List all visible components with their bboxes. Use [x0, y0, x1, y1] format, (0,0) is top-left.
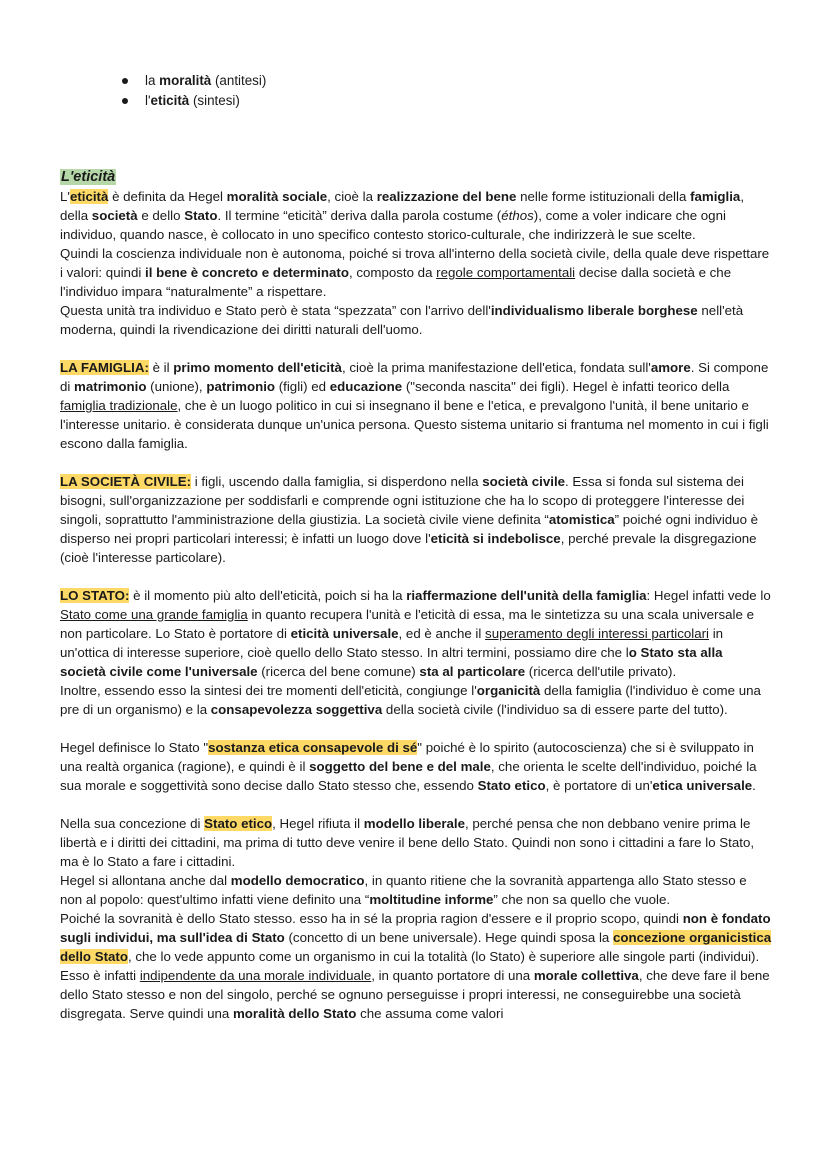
document-body — [60, 167, 772, 1023]
text-run: : Hegel infatti vede lo — [646, 588, 771, 603]
text-run: (unione), — [146, 379, 207, 394]
text-run: , che deve fare il bene dello Stato stesso e non del singolo, perché se ognuno perseguisse i propri interessi, ne conseguirebbe una società disgregata. Serve quindi una — [60, 968, 770, 1021]
text-run: (ricerca del bene comune) — [257, 664, 420, 679]
bold-text: matrimonio — [74, 379, 147, 394]
highlighted-text: sostanza etica consapevole di sé — [208, 740, 418, 755]
text-run: in un'ottica di interesse superiore, cioè quello dello Stato stesso. In altri termini, possiamo dire che l — [60, 626, 724, 660]
paragraph — [60, 187, 772, 244]
text-run: ), come a voler indicare che ogni individuo, quando nasce, è collocato in uno specifico contesto storico-culturale, che indirizzerà le sue scelte. — [60, 208, 726, 242]
bold-text: famiglia — [690, 189, 741, 204]
bullet-item — [122, 71, 266, 91]
text-run: nelle forme istituzionali della — [516, 189, 691, 204]
text-run: , che è un luogo politico in cui si insegnano il bene e l'etica, e prevalgono l'unità, il bene unitario e l'interesse unitario. è considerata dunque un'unica persona. Questo sistema unitario si frantuma nel momento in cui i figli escono dalla famiglia. — [60, 398, 769, 451]
paragraph — [60, 738, 772, 795]
text-run: , in quanto ritiene che la sovranità appartenga allo Stato stesso e non al popolo: quest'ultimo infatti viene definito una “ — [60, 873, 747, 907]
bold-text: consapevolezza soggettiva — [210, 702, 383, 717]
text-run: , ed è anche il — [398, 626, 486, 641]
text-run: (ricerca dell'utile privato). — [525, 664, 677, 679]
text-run: . Il termine “eticità” deriva dalla parola costume ( — [217, 208, 502, 223]
bold-text: eticità universale — [290, 626, 399, 641]
text-run: Quindi la coscienza individuale non è autonoma, poiché si trova all'interno della società civile, della quale deve rispettare i valori: quindi — [60, 246, 770, 280]
paragraph-spacer — [60, 719, 772, 738]
highlighted-text: LA SOCIETÀ CIVILE: — [60, 474, 192, 489]
bold-text: etica universale — [652, 778, 753, 793]
text-run: superamento degli interessi particolari — [485, 626, 709, 641]
text-run: , che orienta le scelte dell'individuo, poiché la sua morale e soggettività sono decise dallo Stato stesso che, essendo — [60, 759, 757, 793]
paragraph — [60, 301, 772, 339]
bold-text: società civile — [482, 474, 566, 489]
paragraph-spacer — [60, 339, 772, 358]
bold-text: atomistica — [548, 512, 615, 527]
section-title-wrap — [60, 167, 772, 187]
paragraph-spacer — [60, 795, 772, 814]
bold-text: il bene è concreto e determinato — [145, 265, 349, 280]
bullet-list — [122, 71, 266, 111]
text-run: , della — [60, 189, 745, 223]
bold-text: riaffermazione dell'unità della famiglia — [406, 588, 647, 603]
text-run: . Essa si fonda sul sistema dei bisogni, sull'organizzazione per soddisfarli e comprende ogni istituzione che ha lo scopo di proteggere l'interesse dei singoli, soprattutto l'amministrazione della giustizia. La società civile viene definita “ — [60, 474, 745, 527]
bullet-text: la moralità (antitesi) — [145, 73, 267, 88]
text-run: è il — [148, 360, 174, 375]
highlighted-text: Stato etico — [204, 816, 273, 831]
text-run: nell'età moderna, quindi la rivendicazione dei diritti naturali dell'uomo. — [60, 303, 744, 337]
bold-text: moralità dello Stato — [232, 1006, 357, 1021]
text-run: Hegel si allontana anche dal — [60, 873, 231, 888]
text-run: ("seconda nascita" dei figli). Hegel è infatti teorico della — [402, 379, 730, 394]
bold-text: modello liberale — [363, 816, 465, 831]
paragraph — [60, 472, 772, 567]
bold-text: primo momento dell'eticità — [173, 360, 342, 375]
text-run: decise dalla società e che l'individuo impara “naturalmente” a rispettare. — [60, 265, 732, 299]
section-title: L'eticità — [61, 169, 116, 185]
bold-text: realizzazione del bene — [376, 189, 517, 204]
bullet-dot-icon — [122, 78, 128, 84]
text-run: , perché pensa che non debbano venire prima le libertà e i diritti dei cittadini, ma prima di tutto deve venire il bene dello Stato. Quindi non sono i cittadini a fare lo Stato, ma è lo Stato a fare i cittadini. — [60, 816, 755, 869]
text-run: della società civile (l'individuo sa di essere parte del tutto). — [382, 702, 728, 717]
text-run: , composto da — [348, 265, 437, 280]
text-run: in quanto recupera l'unità e l'eticità di essa, ma le sintetizza su una scala universale e non particolare. Lo Stato è portatore di — [60, 607, 754, 641]
bold-text: o Stato sta alla società civile come l'universale — [60, 645, 723, 679]
text-run: della famiglia (l'individuo è come una pre di un organismo) e la — [60, 683, 761, 717]
text-run: Poiché la sovranità è dello Stato stesso. esso ha in sé la propria ragion d'essere e il proprio scopo, quindi — [60, 911, 683, 926]
text-run: Nella sua concezione di — [60, 816, 205, 831]
bold-text: educazione — [329, 379, 403, 394]
paragraph — [60, 586, 772, 681]
highlighted-text: LO STATO: — [60, 588, 130, 603]
text-run: Hegel definisce lo Stato " — [60, 740, 209, 755]
text-run: , è portatore di un' — [545, 778, 653, 793]
text-run: ” poiché ogni individuo è disperso nei propri particolari interessi; è infatti un luogo dove l' — [60, 512, 759, 546]
text-run: Questa unità tra individuo e Stato però è stata “spezzata” con l'arrivo dell' — [60, 303, 491, 318]
bold-text: organicità — [476, 683, 541, 698]
text-run: è il momento più alto dell'eticità, poich si ha la — [129, 588, 407, 603]
text-run: che assuma come valori — [356, 1006, 504, 1021]
bullet-text: l'eticità (sintesi) — [145, 93, 240, 108]
paragraph — [60, 871, 772, 909]
bullet-item — [122, 91, 266, 111]
text-run: ” che non sa quello che vuole. — [493, 892, 671, 907]
bold-text: soggetto del bene e del male — [309, 759, 491, 774]
bold-text: Stato — [184, 208, 218, 223]
bold-text: moltitudine informe — [369, 892, 494, 907]
text-run: " poiché è lo spirito (autocoscienza) che si è sviluppato in una realtà organica (ragione), e quindi è il — [60, 740, 754, 774]
bold-text: modello democratico — [230, 873, 365, 888]
paragraph — [60, 358, 772, 453]
bold-text: eticità si indebolisce — [430, 531, 561, 546]
text-run: è definita da Hegel — [108, 189, 227, 204]
highlighted-text: LA FAMIGLIA: — [60, 360, 149, 375]
text-run: . — [752, 778, 756, 793]
text-run: , in quanto portatore di una — [371, 968, 534, 983]
paragraph — [60, 244, 772, 301]
text-run: éthos — [501, 208, 534, 223]
paragraph-spacer — [60, 567, 772, 586]
text-run: . Si compone di — [60, 360, 769, 394]
text-run: i figli, uscendo dalla famiglia, si disperdono nella — [191, 474, 483, 489]
text-run: , cioè la prima manifestazione dell'etica, fondata sull' — [341, 360, 651, 375]
highlighted-text: eticità — [69, 189, 109, 204]
bold-text: amore — [650, 360, 691, 375]
paragraph-spacer — [60, 453, 772, 472]
paragraphs — [60, 187, 772, 1023]
bold-text: morale collettiva — [533, 968, 639, 983]
bold-text: società — [91, 208, 138, 223]
paragraph — [60, 814, 772, 871]
text-run: e dello — [137, 208, 185, 223]
text-run: L' — [60, 189, 70, 204]
text-run: , cioè la — [327, 189, 377, 204]
text-run: , Hegel rifiuta il — [272, 816, 364, 831]
text-run: , perché prevale la disgregazione (cioè l'interesse particolare). — [60, 531, 757, 565]
text-run: indipendente da una morale individuale — [139, 968, 372, 983]
text-run: (figli) ed — [275, 379, 330, 394]
bold-text: Stato etico — [477, 778, 546, 793]
bold-text: individualismo liberale borghese — [490, 303, 698, 318]
highlighted-text: concezione organicistica dello Stato — [60, 930, 772, 964]
bold-text: non è fondato sugli individui, ma sull'idea di Stato — [60, 911, 771, 945]
text-run: famiglia tradizionale — [60, 398, 178, 413]
text-run: , che lo vede appunto come un organismo in cui la totalità (lo Stato) è superiore alle singole parti (individui). Esso è infatti — [60, 949, 760, 983]
bold-text: patrimonio — [206, 379, 276, 394]
bullet-dot-icon — [122, 98, 128, 104]
text-run: regole comportamentali — [436, 265, 576, 280]
text-run: Inoltre, essendo esso la sintesi dei tre momenti dell'eticità, congiunge l' — [60, 683, 477, 698]
text-run: Stato come una grande famiglia — [60, 607, 248, 622]
paragraph — [60, 909, 772, 1023]
paragraph — [60, 681, 772, 719]
bold-text: moralità sociale — [226, 189, 328, 204]
bold-text: sta al particolare — [419, 664, 526, 679]
text-run: (concetto di un bene universale). Hege quindi sposa la — [284, 930, 614, 945]
